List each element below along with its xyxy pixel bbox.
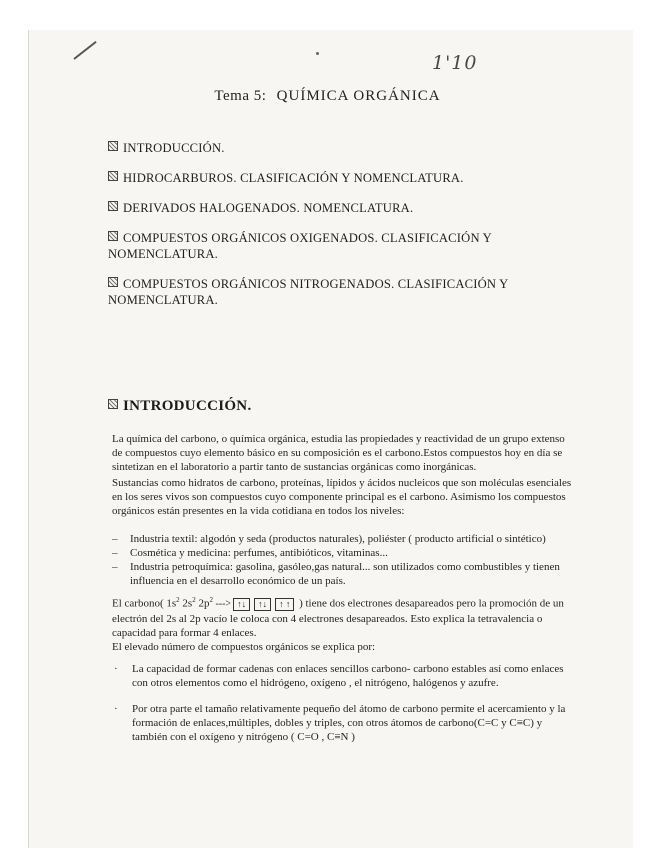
list-item: – Industria petroquímica: gasolina, gasóleo,gas natural... son utilizados como combustibles y tienen influencia en el desarrollo económico de un país. xyxy=(112,560,572,588)
tema-label: Tema 5: xyxy=(214,88,267,104)
checkbox-bullet-icon xyxy=(108,141,118,151)
toc-item xyxy=(108,200,528,216)
paragraph: La química del carbono, o química orgánica, estudia las propiedades y reactividad de un grupo extenso de compuestos cuyo elemento básico en su composición es el carbono.Estos compuestos hoy en día se sintetizan en el laboratorio a partir tanto de sustancias orgánicas como inorgánicas. xyxy=(112,433,565,473)
reasons-list xyxy=(114,662,570,756)
paragraph: Sustancias como hidratos de carbono, proteínas, lípidos y ácidos nucleicos que son moléculas esenciales en los seres vivos son compuestos cuyo componente principal es el carbono. Asimismo los compuestos orgánicos están presentes en la vida cotidiana en todos los niveles: xyxy=(112,477,572,517)
list-item-text: Cosmética y medicina: perfumes, antibióticos, vitaminas... xyxy=(130,547,388,559)
list-item-text: Por otra parte el tamaño relativamente pequeño del átomo de carbono permite el acercamiento y la formación de enlaces,múltiples, dobles y triples, con otros átomos de carbono(C=C y C≡C) y también con el oxígeno y nitrógeno ( C=O , C≡N ) xyxy=(132,703,566,743)
carbon-configuration-paragraph: El carbono( $1s^2$ $2s^2$ $2p^2$ ---> ↑↓ ↑↓ ↑ ↑ ) tiene dos electrones desapareados pero la promoción de un electrón del 2s al 2p vacío le coloca con 4 electrones desapareados. Esto explica la tetravalencia o capacidad para formar 4 enlaces. El elevado número de compuestos orgánicos se explica por: xyxy=(112,593,572,654)
paragraph-line: El elevado número de compuestos orgánicos se explica por: xyxy=(112,640,376,653)
orbital-box: ↑↓ xyxy=(254,598,271,611)
toc-item-label: HIDROCARBUROS. CLASIFICACIÓN Y NOMENCLATURA. xyxy=(123,171,464,185)
topic-title: QUÍMICA ORGÁNICA xyxy=(276,88,441,104)
scan-margin xyxy=(0,0,655,30)
checkbox-bullet-icon xyxy=(108,171,118,181)
list-item: – Industria textil: algodón y seda (productos naturales), poliéster ( producto artificial o sintético) xyxy=(112,533,546,545)
toc-item-label: INTRODUCCIÓN. xyxy=(123,141,225,155)
section-heading xyxy=(108,398,252,415)
list-item-text: La capacidad de formar cadenas con enlaces sencillos carbono- carbono estables así como enlaces con otros elementos como el hidrógeno, oxígeno , el nitrógeno, halógenos y azufre. xyxy=(132,663,564,689)
page-title xyxy=(0,88,655,105)
toc-item-label: DERIVADOS HALOGENADOS. NOMENCLATURA. xyxy=(123,201,414,215)
uses-list xyxy=(112,532,572,588)
section-heading-label: INTRODUCCIÓN. xyxy=(123,398,252,414)
list-item-text: Industria petroquímica: gasolina, gasóleo,gas natural... son utilizados como combustibles y tienen influencia en el desarrollo económico de un país. xyxy=(130,561,560,587)
list-item-text: Industria textil: algodón y seda (productos naturales), poliéster ( producto artificial o sintético) xyxy=(130,533,546,545)
list-item: – Cosmética y medicina: perfumes, antibióticos, vitaminas... xyxy=(112,547,388,559)
checkbox-bullet-icon xyxy=(108,399,118,409)
checkbox-bullet-icon xyxy=(108,231,118,241)
checkbox-bullet-icon xyxy=(108,201,118,211)
orbital-box: ↑↓ xyxy=(233,598,250,611)
toc-item-label: COMPUESTOS ORGÁNICOS NITROGENADOS. CLASIFICACIÓN Y NOMENCLATURA. xyxy=(108,277,508,307)
toc-item xyxy=(108,230,528,262)
list-item: · La capacidad de formar cadenas con enlaces sencillos carbono- carbono estables así como enlaces con otros elementos como el hidrógeno, oxígeno , el nitrógeno, halógenos y azufre. xyxy=(114,662,570,690)
toc-item xyxy=(108,140,528,156)
checkbox-bullet-icon xyxy=(108,277,118,287)
handwritten-note: 1'10 xyxy=(432,52,478,74)
toc-item xyxy=(108,276,528,308)
table-of-contents xyxy=(108,140,528,308)
orbital-box: ↑ ↑ xyxy=(275,598,294,611)
toc-item xyxy=(108,170,528,186)
toc-item-label: COMPUESTOS ORGÁNICOS OXIGENADOS. CLASIFICACIÓN Y NOMENCLATURA. xyxy=(108,231,492,261)
stray-mark xyxy=(316,52,319,55)
list-item: · Por otra parte el tamaño relativamente pequeño del átomo de carbono permite el acercamiento y la formación de enlaces,múltiples, dobles y triples, con otros átomos de carbono(C=C y C≡C) y también con el oxígeno y nitrógeno ( C=O , C≡N ) xyxy=(114,702,570,744)
